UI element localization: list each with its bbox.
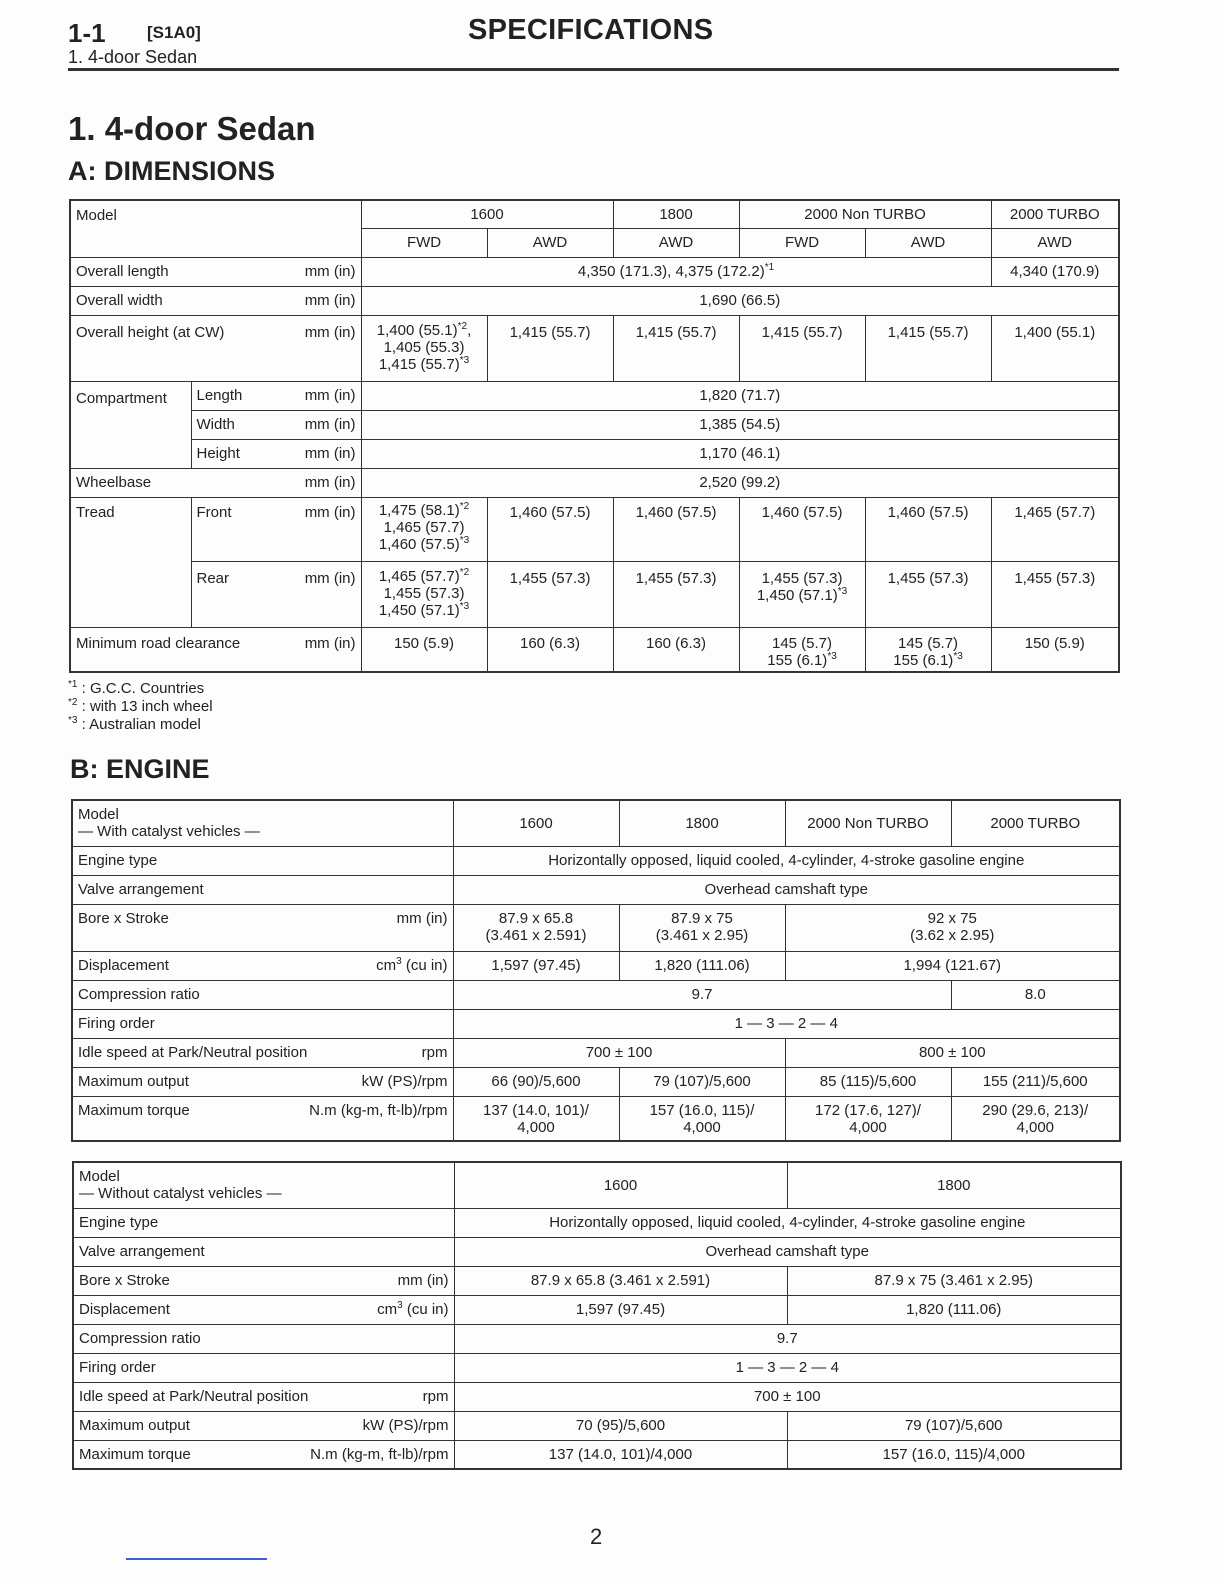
drive-header: AWD: [991, 228, 1119, 257]
row-label: Front mm (in): [191, 497, 361, 561]
model-1800: 1800: [619, 800, 785, 846]
row-label: Maximum torque N.m (kg-m, ft-lb)/rpm: [72, 1096, 453, 1141]
output-c2: 79 (107)/5,600: [619, 1067, 785, 1096]
disp-c1: 1,597 (97.45): [454, 1295, 787, 1324]
row-label: Idle speed at Park/Neutral position rpm: [73, 1382, 454, 1411]
tread-rear-c2: 1,455 (57.3): [487, 561, 613, 627]
tread-label: Tread: [70, 497, 191, 627]
bore-c2: 87.9 x 75 (3.461 x 2.95): [787, 1266, 1121, 1295]
clearance-c4: 145 (5.7) 155 $(6.1)^{*3}$: [739, 627, 865, 672]
overall-height-c6: 1,400 (55.1): [991, 315, 1119, 381]
section-tag: [S1A0]: [147, 23, 201, 42]
tread-front-c2: 1,460 (57.5): [487, 497, 613, 561]
model-2000-turbo: 2000 TURBO: [951, 800, 1120, 846]
row-label: Bore x Stroke mm (in): [73, 1266, 454, 1295]
wheelbase-value: 2,520 (99.2): [361, 468, 1119, 497]
bore-c2: 87.9 x 75 (3.461 x 2.95): [619, 904, 785, 951]
disp-c2: 1,820 (111.06): [619, 951, 785, 980]
valve-value: Overhead camshaft type: [454, 1237, 1121, 1266]
idle-c1: 700 ± 100: [453, 1038, 785, 1067]
disp-c3: 1,994 (121.67): [785, 951, 1120, 980]
row-label: Valve arrangement: [72, 875, 453, 904]
clearance-c3: 160 (6.3): [613, 627, 739, 672]
row-label: Maximum output kW (PS)/rpm: [73, 1411, 454, 1440]
bottom-rule: [126, 1558, 267, 1560]
row-label: Engine type: [73, 1208, 454, 1237]
output-c2: 79 (107)/5,600: [787, 1411, 1121, 1440]
row-label: Bore x Stroke mm (in): [72, 904, 453, 951]
header-divider: [68, 68, 1119, 71]
idle-value: 700 ± 100: [454, 1382, 1121, 1411]
tread-front-c5: 1,460 (57.5): [865, 497, 991, 561]
model-header: Model: [70, 200, 361, 257]
tread-rear-c4: 1,455 (57.3) 1,450 $(57.1)^{*3}$: [739, 561, 865, 627]
row-label: Length mm (in): [191, 381, 361, 410]
disp-c2: 1,820 (111.06): [787, 1295, 1121, 1324]
row-label: Overall height (at CW) mm (in): [70, 315, 361, 381]
tread-front-c6: 1,465 (57.7): [991, 497, 1119, 561]
compartment-length-value: 1,820 (71.7): [361, 381, 1119, 410]
bore-c1: 87.9 x 65.8 (3.461 x 2.591): [453, 904, 619, 951]
tread-rear-c6: 1,455 (57.3): [991, 561, 1119, 627]
header-subtitle: 1. 4-door Sedan: [68, 47, 198, 67]
model-label: Model — With catalyst vehicles —: [72, 800, 453, 846]
compartment-height-value: 1,170 (46.1): [361, 439, 1119, 468]
page-number: 2: [590, 1524, 603, 1549]
overall-height-c2: 1,415 (55.7): [487, 315, 613, 381]
torque-c3: 172 (17.6, 127)/ 4,000: [785, 1096, 951, 1141]
overall-width-value: 1,690 (66.5): [361, 286, 1119, 315]
section-code: 1-1: [68, 18, 106, 48]
footnote: $^{*1}$ : G.C.C. Countries: [68, 679, 205, 697]
overall-height-c1: 1,400 $(55.1)^{*2}$, 1,405 (55.3) 1,415 $(55.7)^{*3}$: [361, 315, 487, 381]
engine-catalyst-table: [71, 799, 1121, 1142]
engine-type-value: Horizontally opposed, liquid cooled, 4-cylinder, 4-stroke gasoline engine: [454, 1208, 1121, 1237]
output-c1: 66 (90)/5,600: [453, 1067, 619, 1096]
row-label: Minimum road clearance mm (in): [70, 627, 361, 672]
row-label: Compression ratio: [73, 1324, 454, 1353]
tread-front-c4: 1,460 (57.5): [739, 497, 865, 561]
overall-length-turbo: 4,340 (170.9): [991, 257, 1119, 286]
model-2000-non-turbo: 2000 Non TURBO: [785, 800, 951, 846]
row-label: Compression ratio: [72, 980, 453, 1009]
dimensions-heading: A: DIMENSIONS: [68, 156, 276, 186]
row-label: Engine type: [72, 846, 453, 875]
row-label: Displacement $cm^3$ (cu in): [73, 1295, 454, 1324]
row-label: Overall length mm (in): [70, 257, 361, 286]
bore-c1: 87.9 x 65.8 (3.461 x 2.591): [454, 1266, 787, 1295]
model-label: Model — Without catalyst vehicles —: [73, 1162, 454, 1208]
model-2000-turbo: 2000 TURBO: [991, 200, 1119, 228]
torque-c2: 157 (16.0, 115)/ 4,000: [619, 1096, 785, 1141]
model-1800: 1800: [787, 1162, 1121, 1208]
compartment-width-value: 1,385 (54.5): [361, 410, 1119, 439]
engine-type-value: Horizontally opposed, liquid cooled, 4-cylinder, 4-stroke gasoline engine: [453, 846, 1120, 875]
row-label: Width mm (in): [191, 410, 361, 439]
overall-height-c4: 1,415 (55.7): [739, 315, 865, 381]
row-label: Maximum output kW (PS)/rpm: [72, 1067, 453, 1096]
torque-c2: 157 (16.0, 115)/4,000: [787, 1440, 1121, 1469]
output-c4: 155 (211)/5,600: [951, 1067, 1120, 1096]
overall-length-value: 4,350 (171.3), 4,375 $(172.2)^{*1}$: [361, 257, 991, 286]
row-label: Idle speed at Park/Neutral position rpm: [72, 1038, 453, 1067]
overall-height-c3: 1,415 (55.7): [613, 315, 739, 381]
torque-c1: 137 (14.0, 101)/4,000: [454, 1440, 787, 1469]
tread-rear-c5: 1,455 (57.3): [865, 561, 991, 627]
compression-value: 9.7: [454, 1324, 1121, 1353]
row-label: Overall width mm (in): [70, 286, 361, 315]
row-label: Firing order: [73, 1353, 454, 1382]
compartment-label: Compartment: [70, 381, 191, 468]
row-label: Firing order: [72, 1009, 453, 1038]
section-title: 1. 4-door Sedan: [68, 110, 316, 147]
firing-value: 1 — 3 — 2 — 4: [453, 1009, 1120, 1038]
drive-header: FWD: [361, 228, 487, 257]
page-title: SPECIFICATIONS: [468, 14, 714, 46]
row-label: Height mm (in): [191, 439, 361, 468]
compression-c2: 8.0: [951, 980, 1120, 1009]
engine-heading: B: ENGINE: [70, 754, 210, 784]
clearance-c2: 160 (6.3): [487, 627, 613, 672]
model-1800: 1800: [613, 200, 739, 228]
model-1600: 1600: [361, 200, 613, 228]
tread-front-c3: 1,460 (57.5): [613, 497, 739, 561]
clearance-c6: 150 (5.9): [991, 627, 1119, 672]
torque-c1: 137 (14.0, 101)/ 4,000: [453, 1096, 619, 1141]
row-label: Displacement $cm^3$ (cu in): [72, 951, 453, 980]
output-c1: 70 (95)/5,600: [454, 1411, 787, 1440]
drive-header: FWD: [739, 228, 865, 257]
model-2000-non-turbo: 2000 Non TURBO: [739, 200, 991, 228]
tread-rear-c3: 1,455 (57.3): [613, 561, 739, 627]
drive-header: AWD: [613, 228, 739, 257]
torque-c4: 290 (29.6, 213)/ 4,000: [951, 1096, 1120, 1141]
model-1600: 1600: [454, 1162, 787, 1208]
disp-c1: 1,597 (97.45): [453, 951, 619, 980]
dimensions-table: [69, 199, 1120, 673]
footnote: $^{*3}$ : Australian model: [68, 715, 201, 733]
engine-no-catalyst-table: [72, 1161, 1122, 1470]
clearance-c1: 150 (5.9): [361, 627, 487, 672]
idle-c2: 800 ± 100: [785, 1038, 1120, 1067]
model-1600: 1600: [453, 800, 619, 846]
footnote: $^{*2}$ : with 13 inch wheel: [68, 697, 213, 715]
overall-height-c5: 1,415 (55.7): [865, 315, 991, 381]
drive-header: AWD: [865, 228, 991, 257]
tread-front-c1: 1,475 $(58.1)^{*2}$ 1,465 (57.7) 1,460 $(57.5)^{*3}$: [361, 497, 487, 561]
tread-rear-c1: 1,465 $(57.7)^{*2}$ 1,455 (57.3) 1,450 $(57.1)^{*3}$: [361, 561, 487, 627]
drive-header: AWD: [487, 228, 613, 257]
row-label: Rear mm (in): [191, 561, 361, 627]
valve-value: Overhead camshaft type: [453, 875, 1120, 904]
row-label: Valve arrangement: [73, 1237, 454, 1266]
firing-value: 1 — 3 — 2 — 4: [454, 1353, 1121, 1382]
compression-c1: 9.7: [453, 980, 951, 1009]
bore-c3: 92 x 75 (3.62 x 2.95): [785, 904, 1120, 951]
output-c3: 85 (115)/5,600: [785, 1067, 951, 1096]
row-label: Wheelbase mm (in): [70, 468, 361, 497]
clearance-c5: 145 (5.7) 155 $(6.1)^{*3}$: [865, 627, 991, 672]
row-label: Maximum torque N.m (kg-m, ft-lb)/rpm: [73, 1440, 454, 1469]
